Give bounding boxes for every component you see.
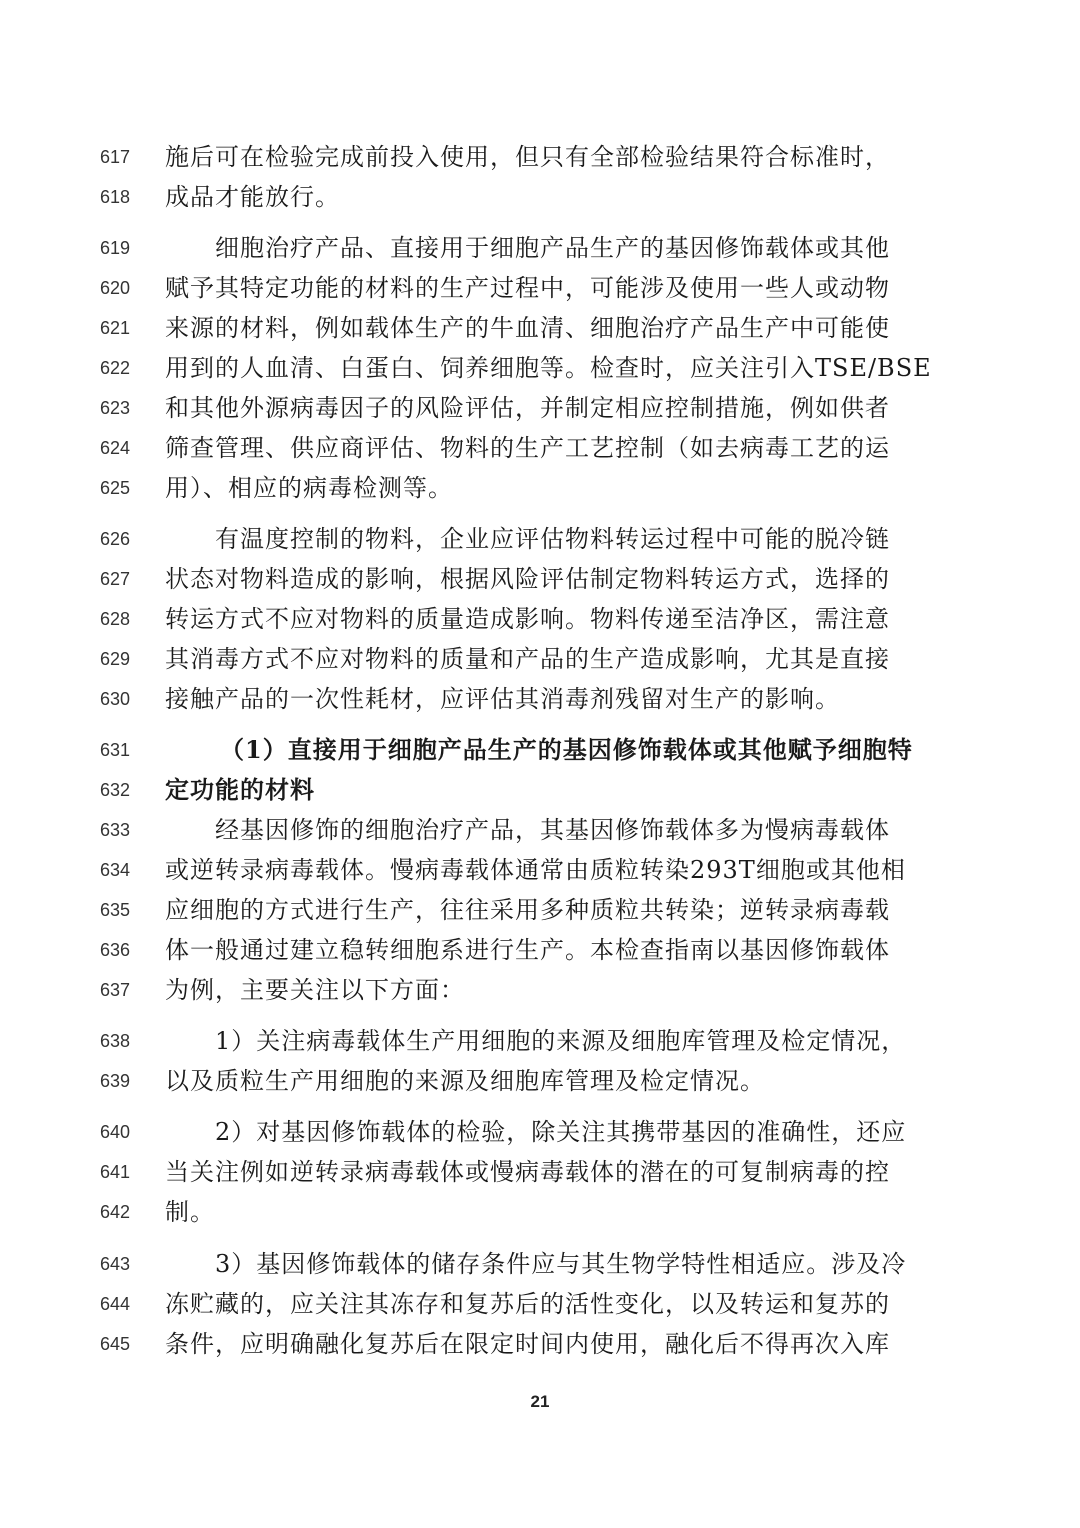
line-text: 有温度控制的物料，企业应评估物料转运过程中可能的脱冷链 xyxy=(215,525,890,553)
line-text: 筛查管理、供应商评估、物料的生产工艺控制（如去病毒工艺的运 xyxy=(165,434,890,462)
line-632 xyxy=(0,770,1080,810)
line-text: 转运方式不应对物料的质量造成影响。物料传递至洁净区，需注意 xyxy=(165,605,890,633)
line-text: 赋予其特定功能的材料的生产过程中，可能涉及使用一些人或动物 xyxy=(165,274,890,302)
line-text: 1）关注病毒载体生产用细胞的来源及细胞库管理及检定情况， xyxy=(215,1027,907,1055)
line-text: 制。 xyxy=(165,1198,215,1226)
section-heading: （1）直接用于细胞产品生产的基因修饰载体或其他赋予细胞特 xyxy=(220,735,913,764)
line-text: 用到的人血清、白蛋白、饲养细胞等。检查时，应关注引入TSE/BSE xyxy=(165,354,932,382)
line-text: 条件，应明确融化复苏后在限定时间内使用，融化后不得再次入库 xyxy=(165,1330,890,1358)
line-text: 2）对基因修饰载体的检验，除关注其携带基因的准确性，还应 xyxy=(215,1118,907,1146)
line-number: 628 xyxy=(100,609,131,629)
line-644 xyxy=(0,1284,1080,1324)
line-number: 630 xyxy=(100,689,131,709)
line-number: 645 xyxy=(100,1334,131,1354)
line-number: 634 xyxy=(100,860,131,880)
line-number: 636 xyxy=(100,940,131,960)
line-623 xyxy=(0,388,1080,428)
line-number: 631 xyxy=(100,740,131,760)
line-number: 625 xyxy=(100,478,131,498)
line-text: 其消毒方式不应对物料的质量和产品的生产造成影响，尤其是直接 xyxy=(165,645,890,673)
line-text: 施后可在检验完成前投入使用，但只有全部检验结果符合标准时， xyxy=(165,143,890,171)
line-629 xyxy=(0,639,1080,679)
line-number: 621 xyxy=(100,318,131,338)
line-number: 637 xyxy=(100,980,131,1000)
line-640 xyxy=(0,1112,1080,1152)
line-number: 622 xyxy=(100,358,131,378)
line-618 xyxy=(0,177,1080,217)
line-622 xyxy=(0,348,1080,388)
line-number: 624 xyxy=(100,438,131,458)
line-number: 644 xyxy=(100,1294,131,1314)
line-text: 细胞治疗产品、直接用于细胞产品生产的基因修饰载体或其他 xyxy=(215,234,890,262)
line-636 xyxy=(0,930,1080,970)
line-number: 639 xyxy=(100,1071,131,1091)
line-637 xyxy=(0,970,1080,1010)
line-645 xyxy=(0,1324,1080,1364)
line-number: 627 xyxy=(100,569,131,589)
line-text: 成品才能放行。 xyxy=(165,183,340,211)
line-626 xyxy=(0,519,1080,559)
page-number: 21 xyxy=(530,1392,550,1411)
line-text: 用）、相应的病毒检测等。 xyxy=(165,474,453,502)
line-number: 617 xyxy=(100,147,131,167)
line-text: 经基因修饰的细胞治疗产品，其基因修饰载体多为慢病毒载体 xyxy=(215,816,890,844)
line-text: 3）基因修饰载体的储存条件应与其生物学特性相适应。涉及冷 xyxy=(215,1250,907,1278)
line-643 xyxy=(0,1244,1080,1284)
line-number: 643 xyxy=(100,1254,131,1274)
line-625 xyxy=(0,468,1080,508)
line-number: 635 xyxy=(100,900,131,920)
line-631 xyxy=(0,730,1080,770)
line-621 xyxy=(0,308,1080,348)
line-text: 状态对物料造成的影响，根据风险评估制定物料转运方式，选择的 xyxy=(165,565,890,593)
line-627 xyxy=(0,559,1080,599)
line-number: 641 xyxy=(100,1162,131,1182)
line-number: 620 xyxy=(100,278,131,298)
line-text: 应细胞的方式进行生产，往往采用多种质粒共转染；逆转录病毒载 xyxy=(165,896,890,924)
line-number: 632 xyxy=(100,780,131,800)
line-638 xyxy=(0,1021,1080,1061)
line-text: 和其他外源病毒因子的风险评估，并制定相应控制措施，例如供者 xyxy=(165,394,890,422)
line-628 xyxy=(0,599,1080,639)
line-text: 体一般通过建立稳转细胞系进行生产。本检查指南以基因修饰载体 xyxy=(165,936,890,964)
line-633 xyxy=(0,810,1080,850)
line-number: 629 xyxy=(100,649,131,669)
line-text: 以及质粒生产用细胞的来源及细胞库管理及检定情况。 xyxy=(165,1067,765,1095)
line-624 xyxy=(0,428,1080,468)
line-text: 冻贮藏的，应关注其冻存和复苏后的活性变化，以及转运和复苏的 xyxy=(165,1290,890,1318)
line-text: 来源的材料，例如载体生产的牛血清、细胞治疗产品生产中可能使 xyxy=(165,314,890,342)
line-text: 接触产品的一次性耗材，应评估其消毒剂残留对生产的影响。 xyxy=(165,685,840,713)
line-number: 618 xyxy=(100,187,131,207)
line-number: 638 xyxy=(100,1031,131,1051)
line-number: 619 xyxy=(100,238,131,258)
line-630 xyxy=(0,679,1080,719)
line-620 xyxy=(0,268,1080,308)
line-634 xyxy=(0,850,1080,890)
line-635 xyxy=(0,890,1080,930)
line-642 xyxy=(0,1192,1080,1232)
line-number: 642 xyxy=(100,1202,131,1222)
line-text: 为例，主要关注以下方面： xyxy=(165,976,465,1004)
line-617 xyxy=(0,137,1080,177)
line-number: 623 xyxy=(100,398,131,418)
line-text: 或逆转录病毒载体。慢病毒载体通常由质粒转染293T细胞或其他相 xyxy=(165,856,906,884)
line-number: 640 xyxy=(100,1122,131,1142)
line-641 xyxy=(0,1152,1080,1192)
line-number: 633 xyxy=(100,820,131,840)
line-number: 626 xyxy=(100,529,131,549)
line-text: 当关注例如逆转录病毒载体或慢病毒载体的潜在的可复制病毒的控 xyxy=(165,1158,890,1186)
section-heading: 定功能的材料 xyxy=(165,775,315,804)
line-639 xyxy=(0,1061,1080,1101)
line-619 xyxy=(0,228,1080,268)
